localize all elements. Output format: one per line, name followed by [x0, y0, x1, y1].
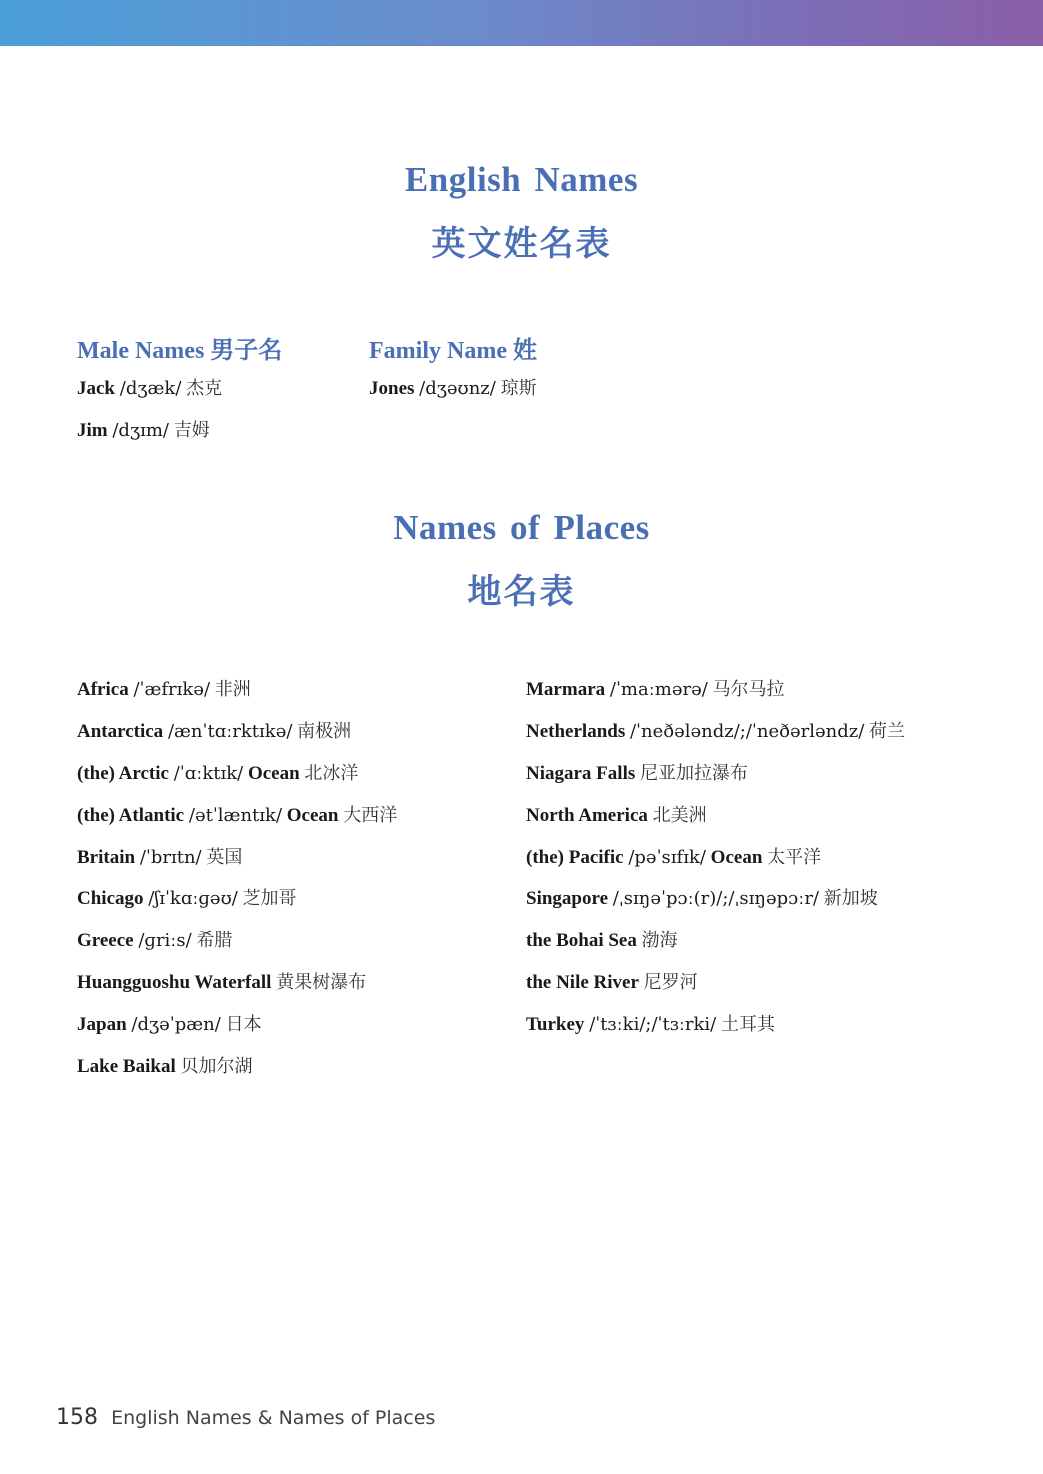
entry-phonetic: /dʒæk/	[119, 378, 182, 399]
entry-word: Chicago	[77, 888, 144, 909]
family-name-entry	[369, 377, 537, 401]
place-entry	[77, 720, 351, 744]
entry-chinese: 土耳其	[721, 1014, 776, 1035]
entry-phonetic: /dʒɪm/	[112, 420, 169, 441]
places-title-zh-block	[0, 564, 1043, 613]
entry-word: (the) Arctic	[77, 763, 169, 784]
entry-word-suffix: Ocean	[710, 847, 763, 868]
place-entry	[77, 804, 397, 828]
place-entry	[526, 846, 821, 870]
english-names-title-en: English Names	[404, 160, 639, 199]
entry-chinese: 新加坡	[823, 888, 878, 909]
entry-word: Turkey	[526, 1014, 585, 1035]
entry-word: Huangguoshu Waterfall	[77, 972, 272, 993]
entry-phonetic: /dʒəʊnz/	[419, 378, 496, 399]
entry-chinese: 荷兰	[869, 721, 906, 742]
entry-word: Marmara	[526, 679, 606, 700]
entry-chinese: 希腊	[196, 930, 233, 951]
entry-chinese: 黄果树瀑布	[276, 972, 367, 993]
entry-phonetic: /ˈmaːmərə/	[609, 679, 708, 700]
place-entry	[77, 1013, 262, 1037]
entry-phonetic: /ænˈtɑːrktɪkə/	[167, 721, 293, 742]
entry-word: Antarctica	[77, 721, 164, 742]
entry-phonetic: /ˈtɜːki/;/ˈtɜːrki/	[589, 1014, 717, 1035]
entry-phonetic: /ˈneðələndz/;/ˈneðərləndz/	[629, 721, 865, 742]
entry-word: Netherlands	[526, 721, 626, 742]
entry-phonetic: /ɡriːs/	[138, 930, 192, 951]
entry-phonetic: /ətˈlæntɪk/	[188, 805, 283, 826]
entry-word: (the) Atlantic	[77, 805, 185, 826]
male-name-entry	[77, 419, 210, 443]
male-name-entry	[77, 377, 222, 401]
place-entry	[77, 971, 366, 995]
entry-chinese: 尼亚加拉瀑布	[640, 763, 748, 784]
entry-chinese: 渤海	[641, 930, 678, 951]
entry-phonetic: /ʃɪˈkɑːɡəʊ/	[148, 888, 238, 909]
entry-chinese: 南极洲	[297, 721, 352, 742]
entry-phonetic: /ˈæfrɪkə/	[133, 679, 211, 700]
top-banner	[0, 0, 1043, 46]
place-entry	[526, 720, 905, 744]
entry-word: Africa	[77, 679, 129, 700]
entry-chinese: 杰克	[186, 378, 223, 399]
place-entry	[77, 762, 358, 786]
places-title-en: Names of Places	[393, 508, 650, 547]
entry-word: (the) Pacific	[526, 847, 624, 868]
entry-chinese: 英国	[206, 847, 243, 868]
place-entry	[526, 971, 698, 995]
entry-chinese: 北美洲	[652, 805, 707, 826]
place-entry	[77, 846, 242, 870]
entry-word: Jones	[369, 378, 415, 399]
entry-chinese: 芝加哥	[242, 888, 297, 909]
entry-chinese: 贝加尔湖	[180, 1056, 253, 1077]
place-entry	[526, 887, 878, 911]
entry-word-suffix: Ocean	[286, 805, 339, 826]
entry-chinese: 吉姆	[173, 420, 210, 441]
entry-word-suffix: Ocean	[247, 763, 300, 784]
page-number: 158	[56, 1405, 98, 1430]
entry-word: Singapore	[526, 888, 609, 909]
places-title	[0, 508, 1043, 548]
entry-phonetic: /dʒəˈpæn/	[131, 1014, 221, 1035]
entry-chinese: 非洲	[214, 679, 251, 700]
place-entry	[77, 929, 232, 953]
place-entry	[77, 678, 251, 702]
entry-phonetic: /ˈɑːktɪk/	[173, 763, 244, 784]
entry-word: Jim	[77, 420, 108, 441]
entry-chinese: 北冰洋	[304, 763, 359, 784]
entry-word: Japan	[77, 1014, 127, 1035]
entry-word: the Bohai Sea	[526, 930, 637, 951]
entry-word: Greece	[77, 930, 134, 951]
entry-phonetic: /pəˈsɪfɪk/	[628, 847, 706, 868]
place-entry	[77, 1055, 252, 1079]
place-entry	[526, 929, 678, 953]
place-entry	[526, 1013, 775, 1037]
male-names-heading: Male Names 男子名	[77, 338, 283, 364]
english-names-title	[0, 160, 1043, 200]
entry-chinese: 大西洋	[343, 805, 398, 826]
entry-phonetic: /ˌsɪŋəˈpɔː(r)/;/ˌsɪŋəpɔːr/	[612, 888, 820, 909]
entry-chinese: 尼罗河	[643, 972, 698, 993]
entry-chinese: 日本	[225, 1014, 262, 1035]
place-entry	[526, 678, 785, 702]
place-entry	[526, 804, 707, 828]
entry-word: North America	[526, 805, 648, 826]
entry-phonetic: /ˈbrɪtn/	[139, 847, 202, 868]
place-entry	[77, 887, 297, 911]
entry-word: Jack	[77, 378, 115, 399]
entry-chinese: 马尔马拉	[712, 679, 785, 700]
entry-chinese: 太平洋	[767, 847, 822, 868]
footer-title: English Names & Names of Places	[111, 1407, 436, 1429]
entry-word: the Nile River	[526, 972, 639, 993]
entry-chinese: 琼斯	[500, 378, 537, 399]
entry-word: Britain	[77, 847, 136, 868]
page-footer	[56, 1405, 435, 1430]
entry-word: Niagara Falls	[526, 763, 636, 784]
family-name-heading: Family Name 姓	[369, 338, 537, 364]
english-names-title-zh-block	[0, 216, 1043, 265]
english-names-title-zh: 英文姓名表	[431, 224, 612, 264]
place-entry	[526, 762, 748, 786]
entry-word: Lake Baikal	[77, 1056, 176, 1077]
places-title-zh: 地名表	[467, 572, 576, 612]
